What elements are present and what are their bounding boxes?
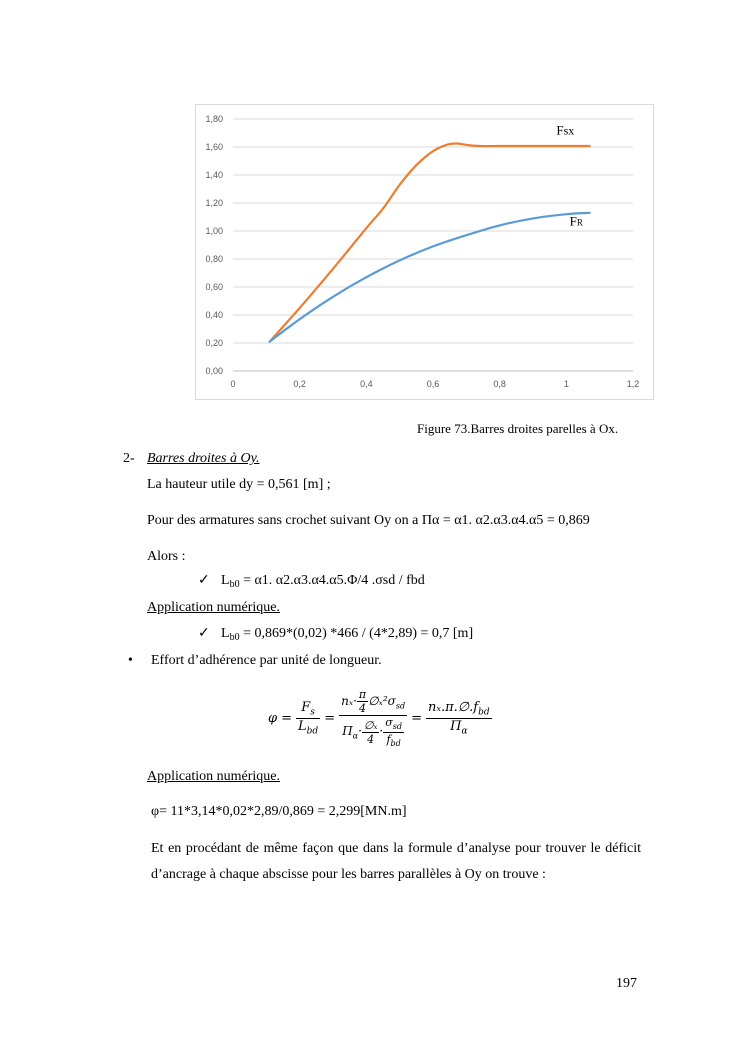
check-icon: ✓ [198,626,210,641]
formula-four: 4 [359,702,367,716]
x-tick-label: 0,6 [426,379,440,389]
formula-phix2: ∅ₓ²σ [368,694,396,709]
formula-rhs-pi: Π [450,718,462,734]
y-tick-label: 1,80 [205,114,223,124]
series-line-fsx [270,144,590,342]
formula-den-alpha: α [352,731,359,741]
y-tick-label: 1,40 [205,170,223,180]
section-title: Barres droites à Oy. [147,451,260,466]
formula-den-sd: sd [392,722,402,732]
formula [268,686,492,750]
lb0-formula [221,572,425,594]
series-line-fr [270,213,590,342]
section-number: 2- [123,451,135,466]
formula-num-nx: nₓ· [341,694,357,709]
bullet-icon: • [128,653,133,668]
formula-pi: π [358,688,367,702]
application-numerique-2: Application numérique. [147,769,280,784]
y-tick-label: 1,00 [205,226,223,236]
series-label-fr: FR [569,213,583,229]
check-icon: ✓ [198,573,210,588]
formula-rhs-num: nₓ.π.∅.f [428,699,479,715]
y-tick-label: 0,40 [205,310,223,320]
alors-line: Alors : [147,549,186,564]
chart [0,0,745,420]
formula-frac-rhs [426,700,492,736]
formula-eq: = [411,710,422,726]
page-number: 197 [616,976,637,991]
formula-lbd-sub: bd [306,726,319,737]
conclusion-paragraph: Et en procédant de même façon que dans la formule d’analyse pour trouver le déficit d’ancrage à chaque abscisse pour les barres parallèles à Oy on trouve : [151,841,641,882]
x-tick-label: 1,2 [626,379,640,389]
formula-den-pi: Π [342,724,353,739]
application-numerique-1: Application numérique. [147,600,280,615]
y-tick-label: 1,60 [205,142,223,152]
x-tick-label: 0,2 [293,379,306,389]
formula-den-dot: · [358,724,362,739]
x-tick-label: 0,8 [493,379,506,389]
y-tick-label: 0,60 [205,282,223,292]
y-tick-label: 0,00 [205,366,223,376]
y-tick-label: 1,20 [205,198,223,208]
effort-line: Effort d’adhérence par unité de longueur. [151,653,382,668]
formula-den-dot: · [379,724,384,739]
formula-den-phix: ∅ₓ [363,718,378,732]
series-label-fsx: Fsx [556,122,575,138]
formula-den-f: f [386,732,391,746]
formula-lbd: L [298,718,307,734]
formula-frac-fs-lbd [296,700,320,736]
formula-eq: = [281,710,293,726]
lb0-sub: b0 [229,632,240,643]
formula-den-bd: bd [390,738,401,748]
lb0-L: L [221,573,230,588]
lb0-value [221,625,473,647]
phi-value-line: φ= 11*3,14*0,02*2,89/0,869 = 2,299[MN.m] [151,804,407,819]
lb0-sub: b0 [229,579,240,590]
formula-rhs-alpha: α [461,726,468,737]
x-tick-label: 1 [563,379,569,389]
x-tick-label: 0,4 [360,379,373,389]
lb0-formula-rest: = α1. α2.α3.α4.α5.Φ/4 .σsd / fbd [239,573,425,588]
y-tick-label: 0,20 [205,338,223,348]
lb0-value-rest: = 0,869*(0,02) *466 / (4*2,89) = 0,7 [m] [239,626,474,641]
lb0-L: L [221,626,230,641]
formula-phi: φ [268,710,278,726]
formula-eq: = [324,710,336,726]
formula-den-sigma: σ [385,716,393,730]
y-tick-label: 0,80 [205,254,223,264]
formula-sd: sd [395,701,406,711]
armatures-line: Pour des armatures sans crochet suivant Oy on a Πα = α1. α2.α3.α4.α5 = 0,869 [147,513,590,528]
hauteur-line: La hauteur utile dy = 0,561 [m] ; [147,477,331,492]
formula-fs: F [301,699,311,715]
formula-rhs-bd: bd [478,707,490,718]
formula-fs-sub: s [310,707,315,718]
formula-den-four: 4 [367,732,375,746]
x-tick-label: 0 [230,379,236,389]
formula-frac-main [339,688,407,747]
figure-caption: Figure 73.Barres droites parelles à Ox. [417,421,619,436]
